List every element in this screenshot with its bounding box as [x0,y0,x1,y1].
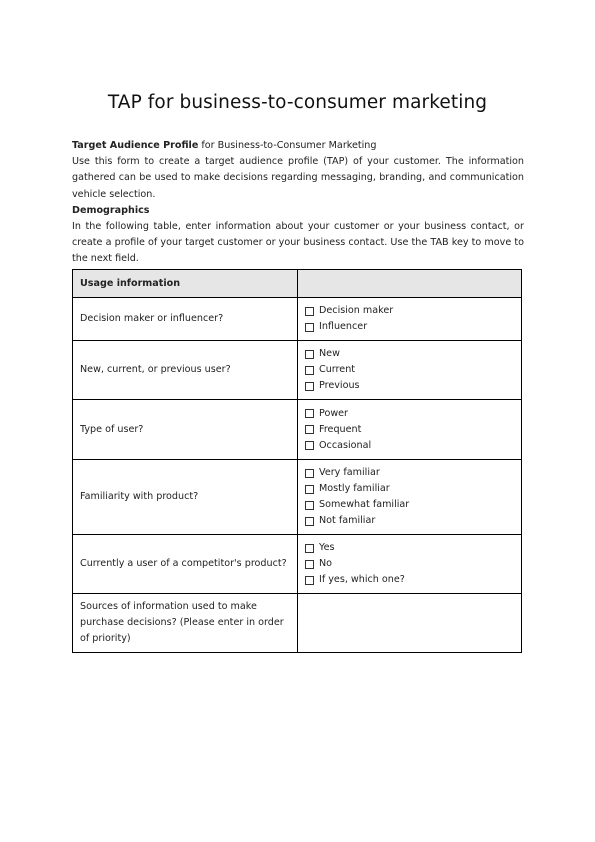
checkbox-icon[interactable] [305,307,314,316]
table-row [73,298,522,341]
question-cell: Sources of information used to make purchase decisions? (Please enter in order of priority) [73,594,298,653]
options-cell [298,460,522,535]
option-label: Power [319,407,349,419]
tap-subtitle: for Business-to-Consumer Marketing [198,140,377,151]
checkbox-icon[interactable] [305,544,314,553]
checkbox-option[interactable] [305,540,514,556]
question-cell: Currently a user of a competitor's product? [73,535,298,594]
option-label: Previous [319,380,360,391]
checkbox-option[interactable] [305,481,514,497]
checkbox-icon[interactable] [305,366,314,375]
options-cell [298,298,522,341]
option-label: Yes [319,542,335,553]
checkbox-option[interactable] [305,556,514,572]
table-row [73,341,522,400]
usage-info-header: Usage information [73,270,298,298]
checkbox-icon[interactable] [305,425,314,434]
option-label: Not familiar [319,515,376,526]
demographics-heading: Demographics [72,204,150,216]
option-label: If yes, which one? [319,574,405,585]
checkbox-icon[interactable] [305,469,314,478]
checkbox-icon[interactable] [305,517,314,526]
option-label: Mostly familiar [319,483,390,494]
tap-line [72,138,524,154]
options-cell [298,535,522,594]
checkbox-option[interactable] [305,422,514,438]
checkbox-option[interactable] [305,378,514,394]
checkbox-option[interactable] [305,497,514,513]
checkbox-option[interactable] [305,513,514,529]
option-label: Very familiar [319,467,380,478]
checkbox-icon[interactable] [305,350,314,359]
table-row [73,400,522,460]
option-label: Somewhat familiar [319,499,410,510]
options-cell [298,341,522,400]
question-cell: Decision maker or influencer? [73,298,298,341]
usage-table [72,269,522,653]
table-row [73,535,522,594]
question-cell: Type of user? [73,400,298,460]
checkbox-icon[interactable] [305,485,314,494]
checkbox-icon[interactable] [305,409,314,418]
header-empty-cell [298,270,522,298]
checkbox-option[interactable] [305,362,514,378]
checkbox-icon[interactable] [305,501,314,510]
option-label: New [319,348,340,359]
question-cell: New, current, or previous user? [73,341,298,400]
option-label: Occasional [319,439,372,451]
checkbox-option[interactable] [305,319,514,335]
option-label: No [319,558,333,569]
option-label: Current [319,364,356,375]
table-row [73,594,522,653]
intro-section [72,138,524,268]
option-label: Influencer [319,321,368,332]
checkbox-option[interactable] [305,465,514,481]
table-header-row [73,270,522,298]
checkbox-option[interactable] [305,572,514,588]
question-cell: Familiarity with product? [73,460,298,535]
checkbox-option[interactable] [305,346,514,362]
checkbox-icon[interactable] [305,323,314,332]
checkbox-icon[interactable] [305,441,314,450]
table-row [73,460,522,535]
answer-input-cell[interactable] [298,594,522,653]
checkbox-icon[interactable] [305,382,314,391]
checkbox-option[interactable] [305,303,514,319]
checkbox-option[interactable] [305,406,514,422]
checkbox-icon[interactable] [305,576,314,585]
options-cell [298,400,522,460]
intro-description: Use this form to create a target audience profile (TAP) of your customer. The information gathered can be used to make decisions regarding messaging, branding, and communication vehicle selection. [72,156,524,200]
checkbox-option[interactable] [305,438,514,454]
demographics-text: In the following table, enter information about your customer or your business contact, or create a profile of your target customer or your business contact. Use the TAB key to move to the next field. [72,221,524,265]
checkbox-icon[interactable] [305,560,314,569]
tap-label: Target Audience Profile [72,140,199,151]
page-title: TAP for business-to-consumer marketing [107,92,488,113]
option-label: Decision maker [319,305,394,316]
option-label: Frequent [319,423,362,435]
